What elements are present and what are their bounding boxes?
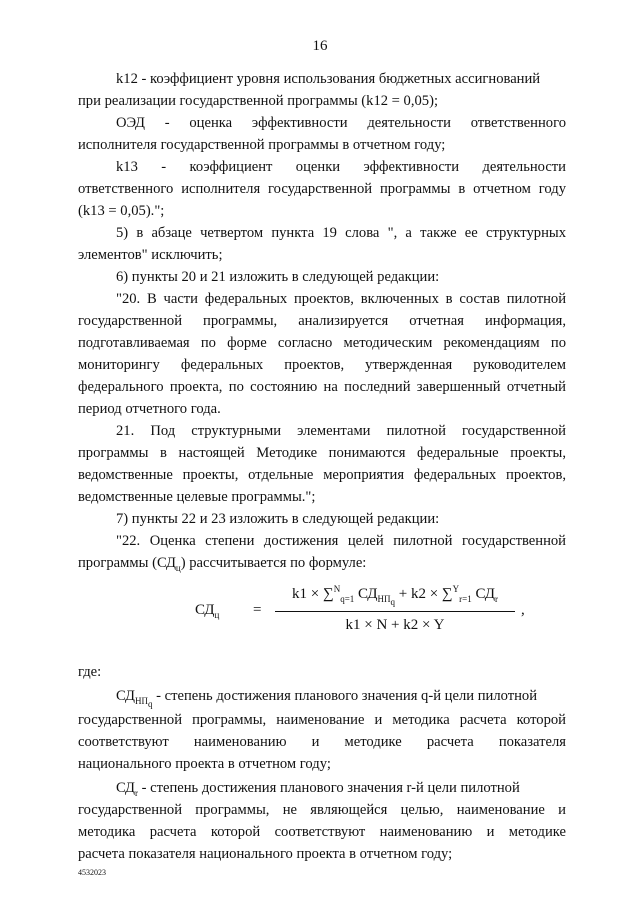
formula bbox=[195, 584, 575, 644]
text-line: мониторингу федеральных проектов, утвержденная руководителем bbox=[78, 357, 566, 373]
text-line: государственной программы, наименование и методика расчета которой bbox=[78, 712, 566, 728]
text-line: (k13 = 0,05)."; bbox=[78, 203, 165, 219]
text-line: государственной программы, анализируется отчетная информация, bbox=[78, 313, 566, 329]
text-line: национального проекта в отчетном году; bbox=[78, 756, 331, 772]
text-line: элементов" исключить; bbox=[78, 247, 223, 263]
text-line: "20. В части федеральных проектов, включенных в состав пилотной bbox=[116, 291, 566, 307]
text-line: ведомственные проекты, отдельные мероприятия федеральных проектов, bbox=[78, 467, 566, 483]
text-line: подготавливаемая по форме согласно методическим рекомендациям по bbox=[78, 335, 566, 351]
text-line: программы в настоящей Методике понимаются федеральные проекты, bbox=[78, 445, 566, 461]
text-line: соответствуют наименованию и методике расчета показателя bbox=[78, 734, 566, 750]
text-line: период отчетного года. bbox=[78, 401, 221, 417]
fraction-bar bbox=[275, 611, 515, 612]
text-line: исполнителя государственной программы в отчетном году; bbox=[78, 137, 446, 153]
text-line: методика расчета которой соответствуют наименованию и методике bbox=[78, 824, 566, 840]
text-line: расчета показателя национального проекта в отчетном году; bbox=[78, 846, 453, 862]
text-line: при реализации государственной программы (k12 = 0,05); bbox=[78, 93, 439, 109]
formula-numerator: k1 × ∑$^N_{q=1}$ $СД_{НП_q} + k2 \times \sum^Y_{r=1}$ $СД_r$ bbox=[292, 584, 498, 607]
formula-lhs: $СД_ц$ bbox=[195, 602, 220, 620]
text-line: "22. Оценка степени достижения целей пилотной государственной bbox=[116, 533, 566, 549]
formula-equals: = bbox=[253, 602, 262, 618]
text-line: ОЭД - оценка эффективности деятельности ответственного bbox=[116, 115, 566, 131]
text-line: программы $(СД_ц)$ рассчитывается по формуле: bbox=[78, 555, 367, 573]
text-line: ответственного исполнителя государственной программы в отчетном году bbox=[78, 181, 566, 197]
text-line: федерального проекта, по состоянию на последний завершенный отчетный bbox=[78, 379, 566, 395]
text-line: $СД_r$ - степень достижения планового значения r-й цели пилотной bbox=[116, 780, 520, 798]
formula-comma: , bbox=[521, 602, 525, 618]
page-number: 16 bbox=[312, 38, 328, 54]
text-line: k12 - коэффициент уровня использования бюджетных ассигнований bbox=[116, 71, 541, 87]
text-line: 21. Под структурными элементами пилотной государственной bbox=[116, 423, 566, 439]
formula-denominator: k1 × N + k2 × Y bbox=[345, 617, 445, 633]
text-line: ведомственные целевые программы."; bbox=[78, 489, 316, 505]
text-line: 5) в абзаце четвертом пункта 19 слова ", а также ее структурных bbox=[116, 225, 566, 241]
text-line: k13 - коэффициент оценки эффективности деятельности bbox=[116, 159, 566, 175]
text-line: 6) пункты 20 и 21 изложить в следующей редакции: bbox=[116, 269, 440, 285]
text-line: $СД_{НП_q}$ - степень достижения планового значения q-й цели пилотной bbox=[116, 688, 538, 709]
text-line: где: bbox=[78, 664, 102, 680]
text-line: государственной программы, не являющейся целью, наименование и bbox=[78, 802, 566, 818]
text-line: 7) пункты 22 и 23 изложить в следующей редакции: bbox=[116, 511, 440, 527]
document-code: 4532023 bbox=[78, 868, 106, 877]
